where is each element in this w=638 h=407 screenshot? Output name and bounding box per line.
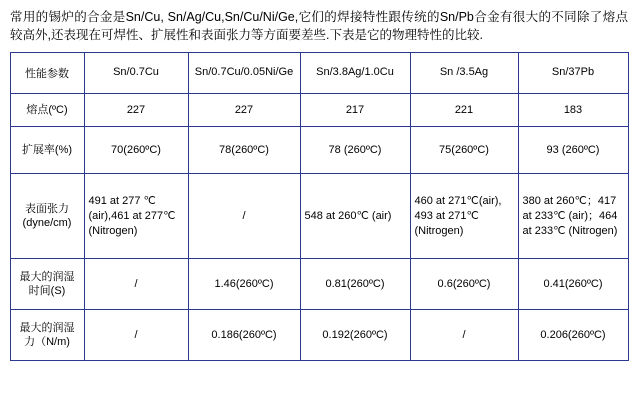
header-cell-alloy-5: Sn/37Pb xyxy=(518,53,628,94)
row-label-max-wetting-time: 最大的润湿时间(S) xyxy=(10,259,84,310)
cell-tension-4: 460 at 271℃(air), 493 at 271℃ (Nitrogen) xyxy=(410,174,518,259)
intro-paragraph: 常用的锡炉的合金是Sn/Cu, Sn/Ag/Cu,Sn/Cu/Ni/Ge,它们的焊接特性跟传统的Sn/Pb合金有很大的不同除了熔点较高外,还表现在可焊性、扩展性和表面张力等方面要差些.下表是它的物理特性的比较. xyxy=(10,10,628,43)
cell-spread-2: 78(260ºC) xyxy=(188,127,300,174)
table-row xyxy=(10,259,628,310)
row-label-max-wetting-force: 最大的润湿力（N/m) xyxy=(10,310,84,361)
table-header xyxy=(10,53,628,94)
cell-tension-1: 491 at 277 ℃(air),461 at 277℃ (Nitrogen) xyxy=(84,174,188,259)
cell-tension-5: 380 at 260℃；417 at 233℃ (air)；464 at 233℃ (Nitrogen) xyxy=(518,174,628,259)
cell-melting-4: 221 xyxy=(410,94,518,127)
table-header-row xyxy=(10,53,628,94)
row-label-spread-rate: 扩展率(%) xyxy=(10,127,84,174)
cell-wetforce-5: 0.206(260ºC) xyxy=(518,310,628,361)
cell-spread-1: 70(260ºC) xyxy=(84,127,188,174)
table-row xyxy=(10,174,628,259)
cell-spread-3: 78 (260ºC) xyxy=(300,127,410,174)
properties-table xyxy=(10,52,629,361)
cell-wettime-2: 1.46(260ºC) xyxy=(188,259,300,310)
cell-melting-1: 227 xyxy=(84,94,188,127)
cell-tension-3: 548 at 260℃ (air) xyxy=(300,174,410,259)
table-row xyxy=(10,310,628,361)
cell-wettime-1: / xyxy=(84,259,188,310)
cell-wettime-4: 0.6(260ºC) xyxy=(410,259,518,310)
row-label-melting-point: 熔点(ºC) xyxy=(10,94,84,127)
cell-wetforce-4: / xyxy=(410,310,518,361)
cell-spread-4: 75(260ºC) xyxy=(410,127,518,174)
table-row xyxy=(10,127,628,174)
table-row xyxy=(10,94,628,127)
header-cell-alloy-4: Sn /3.5Ag xyxy=(410,53,518,94)
table-body xyxy=(10,94,628,361)
cell-melting-5: 183 xyxy=(518,94,628,127)
cell-wettime-5: 0.41(260ºC) xyxy=(518,259,628,310)
row-label-surface-tension: 表面张力(dyne/cm) xyxy=(10,174,84,259)
cell-melting-3: 217 xyxy=(300,94,410,127)
cell-melting-2: 227 xyxy=(188,94,300,127)
cell-spread-5: 93 (260ºC) xyxy=(518,127,628,174)
header-cell-alloy-2: Sn/0.7Cu/0.05Ni/Ge xyxy=(188,53,300,94)
cell-tension-2: / xyxy=(188,174,300,259)
cell-wetforce-2: 0.186(260ºC) xyxy=(188,310,300,361)
cell-wetforce-3: 0.192(260ºC) xyxy=(300,310,410,361)
header-cell-property: 性能参数 xyxy=(10,53,84,94)
header-cell-alloy-3: Sn/3.8Ag/1.0Cu xyxy=(300,53,410,94)
cell-wettime-3: 0.81(260ºC) xyxy=(300,259,410,310)
cell-wetforce-1: / xyxy=(84,310,188,361)
header-cell-alloy-1: Sn/0.7Cu xyxy=(84,53,188,94)
